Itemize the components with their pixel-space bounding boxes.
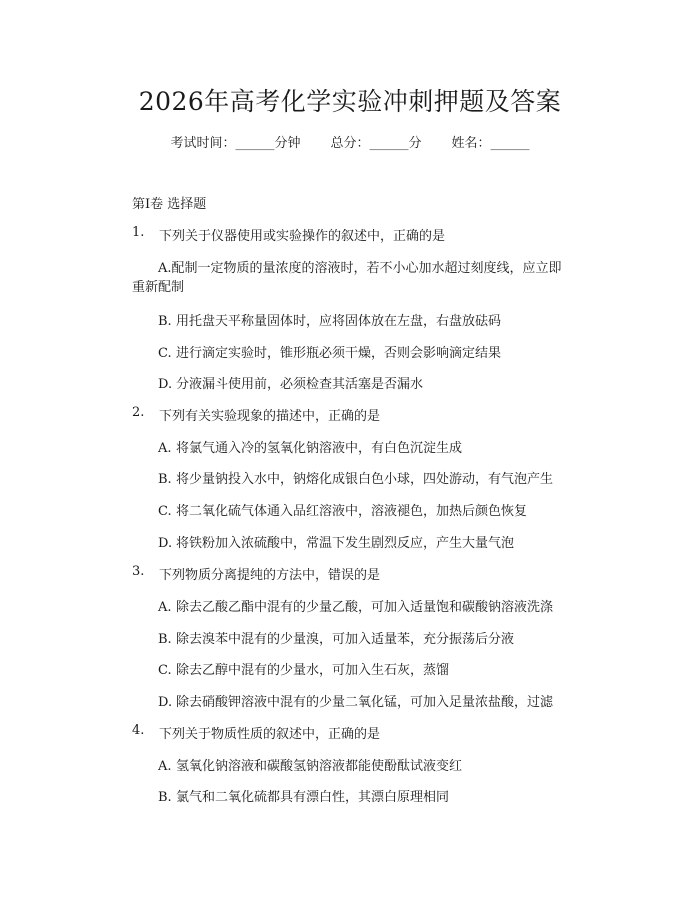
question-2-option-a	[158, 437, 462, 456]
option-text: 将少量钠投入水中，钠熔化成银白色小球，四处游动，有气泡产生	[176, 472, 554, 487]
option-letter: B.	[158, 472, 172, 487]
exam-meta	[0, 132, 700, 151]
question-2-option-d	[158, 532, 514, 551]
option-text: 将二氧化硫气体通入品红溶液中，溶液褪色，加热后颜色恢复	[176, 504, 528, 519]
option-letter: A.	[158, 600, 172, 615]
option-text: 将氯气通入冷的氢氧化钠溶液中，有白色沉淀生成	[176, 441, 463, 456]
question-4	[132, 723, 632, 741]
question-3-option-d	[158, 691, 553, 710]
question-2-option-b	[158, 468, 553, 487]
option-text: 除去乙酸乙酯中混有的少量乙酸，可加入适量饱和碳酸钠溶液洗涤	[176, 600, 554, 615]
option-letter: C.	[158, 504, 172, 519]
option-letter: B.	[158, 632, 172, 647]
question-3-option-b	[158, 628, 514, 647]
question-1-option-b	[158, 310, 501, 329]
option-letter: D.	[158, 536, 173, 551]
option-text: 分液漏斗使用前，必须检查其活塞是否漏水	[176, 377, 424, 392]
student-name: 姓名：______	[451, 136, 530, 151]
question-4-option-a	[158, 755, 462, 774]
exam-time: 考试时间：______分钟	[170, 136, 301, 151]
option-text: 进行滴定实验时，锥形瓶必须干燥，否则会影响滴定结果	[176, 346, 502, 361]
question-3-option-a	[158, 596, 553, 615]
option-letter: C.	[158, 663, 172, 678]
question-number: 3.	[132, 564, 145, 579]
option-text: 将铁粉加入浓硫酸中，常温下发生剧烈反应，产生大量气泡	[176, 536, 515, 551]
option-letter: C.	[158, 346, 172, 361]
question-3-option-c	[158, 659, 449, 678]
option-text: 用托盘天平称量固体时，应将固体放在左盘，右盘放砝码	[176, 314, 502, 329]
option-letter: A.	[158, 759, 172, 774]
question-text: 下列物质分离提纯的方法中，错误的是	[159, 568, 381, 583]
question-1-option-a-continued: 重新配制	[132, 280, 185, 295]
option-text: 除去溴苯中混有的少量溴，可加入适量苯，充分振荡后分液	[176, 632, 515, 647]
question-1-option-d	[158, 373, 423, 392]
option-letter: B.	[158, 790, 172, 805]
question-1-option-a	[158, 257, 562, 276]
exam-total-score: 总分：______分	[330, 136, 422, 151]
option-letter: B.	[158, 314, 172, 329]
question-2-option-c	[158, 500, 527, 519]
section-title: 第Ⅰ卷 选择题	[132, 197, 207, 212]
page-title: 2026年高考化学实验冲刺押题及答案	[138, 87, 562, 116]
option-text: 配制一定物质的量浓度的溶液时，若不小心加水超过刻度线，应立即	[171, 261, 562, 276]
option-letter: A.	[158, 441, 172, 456]
question-1	[132, 225, 632, 243]
question-number: 1.	[132, 225, 145, 240]
question-text: 下列有关实验现象的描述中，正确的是	[159, 409, 381, 424]
question-1-option-c	[158, 342, 501, 361]
option-letter: D.	[158, 377, 173, 392]
option-text: 氢氧化钠溶液和碳酸氢钠溶液都能使酚酞试液变红	[176, 759, 463, 774]
question-number: 4.	[132, 723, 145, 738]
question-3	[132, 564, 632, 582]
option-letter: A.	[158, 261, 172, 276]
question-2	[132, 405, 632, 423]
option-text: 除去乙醇中混有的少量水，可加入生石灰，蒸馏	[176, 663, 450, 678]
option-text: 氯气和二氧化硫都具有漂白性，其漂白原理相同	[176, 790, 450, 805]
question-4-option-b	[158, 786, 449, 805]
question-text: 下列关于仪器使用或实验操作的叙述中，正确的是	[159, 229, 446, 244]
option-letter: D.	[158, 695, 173, 710]
option-text: 除去硝酸钾溶液中混有的少量二氧化锰，可加入足量浓盐酸，过滤	[176, 695, 554, 710]
question-text: 下列关于物质性质的叙述中，正确的是	[159, 727, 381, 742]
question-number: 2.	[132, 405, 145, 420]
